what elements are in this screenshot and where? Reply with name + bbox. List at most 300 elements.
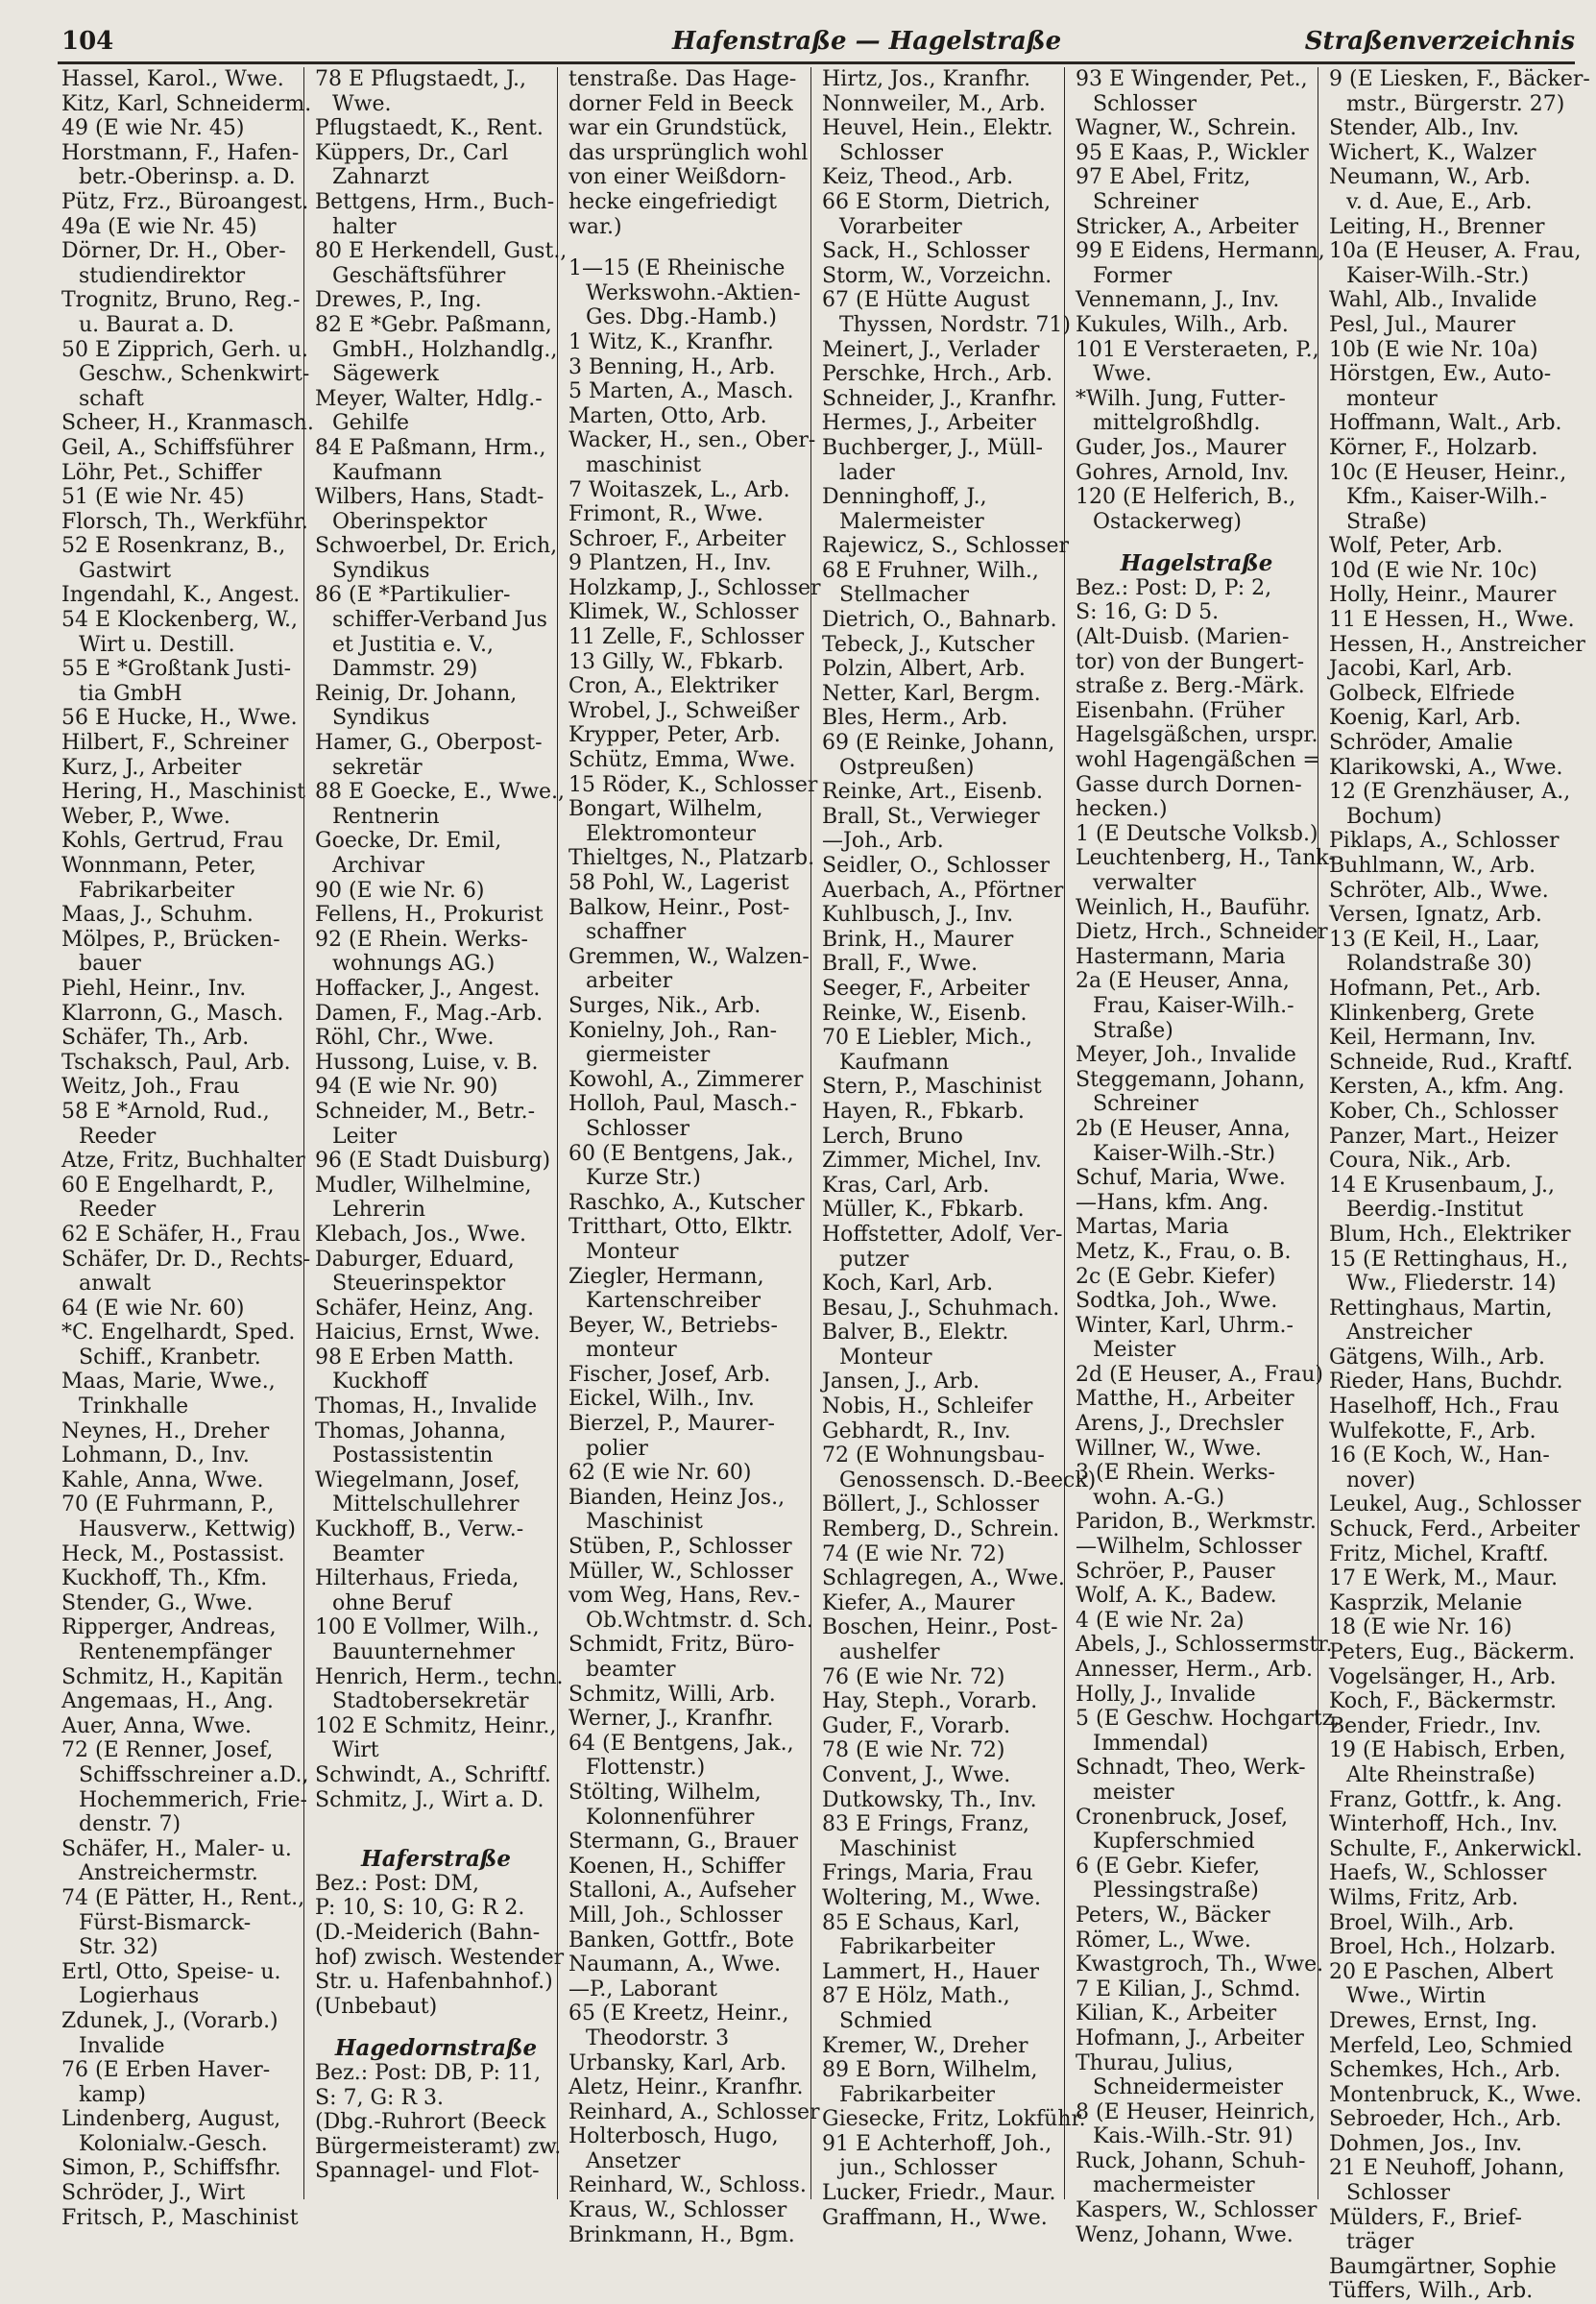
directory-entry: 3 (E Rhein. Werks-	[1076, 1461, 1275, 1486]
section-title: Straßenverzeichnis	[1304, 27, 1575, 56]
columns-container	[58, 67, 1590, 2304]
directory-entry: Paridon, B., Werkmstr.	[1076, 1510, 1317, 1535]
directory-entry: Kukules, Wilh., Arb.	[1076, 312, 1289, 337]
directory-entry: Piklaps, A., Schlosser	[1329, 829, 1560, 854]
directory-entry: Florsch, Th., Werkführ.	[61, 509, 308, 534]
entry-continuation: Straße)	[1346, 509, 1427, 534]
directory-entry: Müller, W., Schlosser	[568, 1559, 793, 1584]
directory-entry: Koenen, H., Schiffer	[568, 1854, 786, 1879]
directory-entry: Zimmer, Michel, Inv.	[822, 1149, 1042, 1174]
directory-entry: 10d (E wie Nr. 10c)	[1329, 558, 1537, 583]
directory-entry: Schulte, F., Ankerwickl.	[1329, 1836, 1583, 1861]
directory-entry: Hagelsgäßchen, urspr.	[1076, 723, 1318, 748]
directory-entry: Meinert, J., Verlader	[822, 337, 1040, 362]
entry-continuation: Hochemmerich, Frie-	[79, 1787, 307, 1812]
page-title: Hafenstraße — Hagelstraße	[672, 27, 1062, 56]
directory-entry: Dutkowsky, Th., Inv.	[822, 1787, 1037, 1812]
entry-continuation: Wwe.	[332, 91, 392, 116]
entry-continuation: Wirt	[332, 1738, 379, 1763]
directory-entry: Kraus, W., Schlosser	[568, 2198, 787, 2223]
directory-entry: Balver, B., Elektr.	[822, 1321, 1009, 1346]
directory-entry: Woltering, M., Wwe.	[822, 1885, 1042, 1910]
directory-entry: Vennemann, J., Inv.	[1076, 288, 1280, 313]
entry-continuation: wohnungs AG.)	[332, 952, 496, 977]
directory-entry: Aletz, Heinr., Kranfhr.	[568, 2075, 804, 2100]
entry-continuation: Beerdig.-Institut	[1346, 1198, 1524, 1223]
directory-entry: Franz, Gottfr., k. Ang.	[1329, 1787, 1562, 1812]
entry-continuation: Syndikus	[332, 706, 430, 731]
directory-entry: hecken.)	[1076, 797, 1168, 822]
directory-entry: Lindenberg, August,	[61, 2107, 281, 2132]
directory-entry: Koenig, Karl, Arb.	[1329, 706, 1521, 731]
entry-continuation: sekretär	[332, 755, 423, 780]
directory-entry: (Dbg.-Ruhrort (Beeck	[315, 2110, 546, 2135]
directory-entry: Rieder, Hans, Buchdr.	[1329, 1370, 1563, 1395]
directory-entry: Dohmen, Jos., Inv.	[1329, 2131, 1523, 2156]
directory-entry: Stender, G., Wwe.	[61, 1590, 254, 1615]
entry-continuation: Gehilfe	[332, 411, 409, 436]
directory-entry: 2b (E Heuser, Anna,	[1076, 1116, 1291, 1141]
directory-entry: Thomas, H., Invalide	[315, 1395, 538, 1419]
directory-entry: 67 (E Hütte August	[822, 288, 1030, 313]
directory-entry: Neynes, H., Dreher	[61, 1419, 270, 1443]
directory-entry: Buchberger, J., Müll-	[822, 435, 1043, 460]
directory-entry: Scheer, H., Kranmasch.	[61, 411, 314, 436]
entry-continuation: mstr., Bürgerstr. 27)	[1346, 91, 1565, 116]
directory-entry: 69 (E Reinke, Johann,	[822, 731, 1055, 756]
directory-entry: Thieltges, N., Platzarb.	[568, 846, 815, 871]
directory-entry: Goecke, Dr. Emil,	[315, 829, 502, 854]
directory-entry: Haselhoff, Hch., Frau	[1329, 1395, 1560, 1419]
directory-entry: 12 (E Grenzhäuser, A.,	[1329, 780, 1571, 805]
directory-entry: Hassel, Karol., Wwe.	[61, 67, 284, 91]
directory-entry: Klebach, Jos., Wwe.	[315, 1222, 526, 1247]
entry-continuation: Kfm., Kaiser-Wilh.-	[1346, 485, 1547, 510]
directory-entry: Hörstgen, Ew., Auto-	[1329, 362, 1552, 387]
entry-continuation: Schlosser	[586, 1116, 689, 1141]
entry-continuation: Maschinist	[839, 1836, 956, 1861]
entry-continuation: Kartenschreiber	[586, 1289, 762, 1314]
entry-continuation: beamter	[586, 1658, 676, 1682]
directory-entry: Konielny, Joh., Ran-	[568, 1018, 778, 1043]
directory-entry: Auer, Anna, Wwe.	[61, 1713, 252, 1738]
directory-entry: Kilian, K., Arbeiter	[1076, 2001, 1277, 2026]
directory-entry: 54 E Klockenberg, W.,	[61, 608, 299, 633]
directory-entry: Tüffers, Wilh., Arb.	[1329, 2279, 1534, 2304]
directory-entry: Sodtka, Joh., Wwe.	[1076, 1289, 1278, 1314]
entry-continuation: tia GmbH	[79, 681, 182, 706]
directory-entry: 49 (E wie Nr. 45)	[61, 116, 245, 141]
directory-entry: Bez.: Post: D, P: 2,	[1076, 575, 1272, 600]
directory-entry: Hay, Steph., Vorarb.	[822, 1689, 1038, 1714]
directory-entry: 4 (E wie Nr. 2a)	[1076, 1608, 1245, 1633]
entry-continuation: Fabrikarbeiter	[79, 878, 235, 903]
directory-entry: Reinke, Art., Eisenb.	[822, 780, 1044, 805]
directory-entry: —Wilhelm, Schlosser	[1076, 1535, 1302, 1560]
entry-continuation: Schmied	[839, 2008, 932, 2033]
entry-continuation: Wwe., Wirtin	[1346, 1984, 1487, 2009]
entry-continuation: Zahnarzt	[332, 165, 429, 190]
directory-entry: Stern, P., Maschinist	[822, 1075, 1042, 1100]
entry-continuation: Frau, Kaiser-Wilh.-	[1093, 993, 1294, 1018]
directory-entry: 49a (E wie Nr. 45)	[61, 214, 257, 239]
entry-continuation: Hausverw., Kettwig)	[79, 1517, 297, 1542]
directory-entry: Löhr, Pet., Schiffer	[61, 460, 262, 485]
directory-entry: Reinhard, W., Schloss.	[568, 2173, 807, 2198]
entry-continuation: Fabrikarbeiter	[839, 2082, 996, 2107]
directory-entry: Baumgärtner, Sophie	[1329, 2254, 1557, 2279]
directory-entry: Frimont, R., Wwe.	[568, 502, 763, 527]
directory-entry: Schmitz, Willi, Arb.	[568, 1682, 776, 1707]
directory-entry: Giesecke, Fritz, Lokführ.	[822, 2107, 1086, 2132]
directory-entry: Neumann, W., Arb.	[1329, 165, 1531, 190]
directory-entry: 18 (E wie Nr. 16)	[1329, 1615, 1512, 1640]
directory-entry: Klinkenberg, Grete	[1329, 1001, 1535, 1026]
directory-entry: Convent, J., Wwe.	[822, 1762, 1011, 1787]
entry-continuation: giermeister	[586, 1043, 711, 1068]
directory-entry: Küppers, Dr., Carl	[315, 140, 509, 165]
directory-entry: *Wilh. Jung, Futter-	[1076, 386, 1286, 411]
directory-entry: 68 E Fruhner, Wilh.,	[822, 558, 1039, 583]
directory-entry: Daburger, Eduard,	[315, 1247, 515, 1272]
entry-continuation: Beamter	[332, 1541, 424, 1566]
directory-entry: 120 (E Helferich, B.,	[1076, 485, 1296, 510]
entry-continuation: nover)	[1346, 1467, 1415, 1492]
entry-continuation: Bauunternehmer	[332, 1640, 515, 1664]
directory-entry: dorner Feld in Beeck	[568, 91, 793, 116]
entry-continuation: Stellmacher	[839, 583, 970, 608]
directory-entry: 6 (E Gebr. Kiefer,	[1076, 1854, 1261, 1879]
directory-entry: Schwindt, A., Schriftf.	[315, 1762, 551, 1787]
entry-continuation: putzer	[839, 1247, 909, 1272]
directory-entry: Marten, Otto, Arb.	[568, 403, 767, 428]
directory-entry: Kwastgroch, Th., Wwe.	[1076, 1952, 1324, 1977]
directory-entry: Schäfer, Th., Arb.	[61, 1026, 250, 1051]
entry-continuation: Kais.-Wilh.-Str. 91)	[1093, 2124, 1294, 2149]
directory-entry: Matthe, H., Arbeiter	[1076, 1387, 1294, 1412]
directory-entry: Damen, F., Mag.-Arb.	[315, 1001, 544, 1026]
directory-entry: P: 10, S: 10, G: R 2.	[315, 1896, 525, 1921]
entry-continuation: betr.-Oberinsp. a. D.	[79, 165, 296, 190]
directory-entry: 10c (E Heuser, Heinr.,	[1329, 460, 1567, 485]
column-1	[58, 67, 314, 2230]
directory-entry: Hirtz, Jos., Kranfhr.	[822, 67, 1031, 91]
directory-entry: Schneide, Rud., Kraftf.	[1329, 1050, 1574, 1075]
directory-entry: 100 E Vollmer, Wilh.,	[315, 1615, 540, 1640]
directory-entry: 64 (E Bentgens, Jak.,	[568, 1731, 794, 1756]
entry-continuation: Leiter	[332, 1124, 398, 1149]
directory-entry: —Hans, kfm. Ang.	[1076, 1190, 1270, 1215]
entry-continuation: Invalide	[79, 2033, 165, 2058]
directory-entry: 2c (E Gebr. Kiefer)	[1076, 1264, 1276, 1289]
directory-entry: 60 (E Bentgens, Jak.,	[568, 1141, 794, 1166]
directory-entry: S: 7, G: R 3.	[315, 2085, 444, 2110]
entry-continuation: arbeiter	[586, 969, 673, 994]
directory-entry: Hoffacker, J., Angest.	[315, 976, 541, 1001]
entry-continuation: jun., Schlosser	[839, 2156, 998, 2181]
directory-entry: Sack, H., Schlosser	[822, 239, 1029, 264]
directory-entry: Coura, Nik., Arb.	[1329, 1149, 1511, 1174]
entry-continuation: Fürst-Bismarck-	[79, 1910, 252, 1935]
directory-entry: Seidler, O., Schlosser	[822, 854, 1051, 878]
entry-continuation: Wwe.	[1093, 362, 1152, 387]
directory-entry: 101 E Versteraeten, P.,	[1076, 337, 1319, 362]
entry-continuation: Reeder	[79, 1124, 157, 1149]
directory-entry: Schneider, J., Kranfhr.	[822, 386, 1057, 411]
directory-entry: Hermes, J., Arbeiter	[822, 411, 1036, 436]
directory-entry: Naumann, A., Wwe.	[568, 1952, 782, 1977]
directory-entry: Netter, Karl, Bergm.	[822, 681, 1041, 706]
directory-entry: Schemkes, Hch., Arb.	[1329, 2058, 1561, 2083]
directory-entry: Schmitz, J., Wirt a. D.	[315, 1787, 544, 1812]
directory-entry: 95 E Kaas, P., Wickler	[1076, 140, 1309, 165]
directory-entry: Maas, J., Schuhm.	[61, 903, 254, 928]
directory-entry: Bez.: Post: DB, P: 11,	[315, 2060, 542, 2085]
street-heading: Hagelstraße	[1120, 550, 1273, 577]
entry-continuation: Rentenempfänger	[79, 1640, 272, 1664]
directory-entry: Spannagel- und Flot-	[315, 2159, 540, 2184]
directory-entry: Steggemann, Johann,	[1076, 1067, 1306, 1092]
directory-entry: 62 E Schäfer, H., Frau	[61, 1222, 302, 1247]
directory-entry: Ingendahl, K., Angest.	[61, 583, 301, 608]
entry-continuation: u. Baurat a. D.	[79, 312, 235, 337]
directory-entry: Versen, Ignatz, Arb.	[1329, 903, 1542, 928]
directory-entry: 93 E Wingender, Pet.,	[1076, 67, 1308, 91]
directory-entry: Graffmann, H., Wwe.	[822, 2205, 1048, 2230]
directory-entry: Schröter, Alb., Wwe.	[1329, 878, 1549, 903]
directory-entry: Kitz, Karl, Schneiderm.	[61, 91, 312, 116]
entry-continuation: Sägewerk	[332, 362, 439, 387]
entry-continuation: v. d. Aue, E., Arb.	[1346, 189, 1533, 214]
directory-entry: Stricker, A., Arbeiter	[1076, 214, 1299, 239]
entry-continuation: machermeister	[1093, 2173, 1255, 2198]
directory-entry: Schröder, J., Wirt	[61, 2181, 246, 2206]
directory-entry: Keiz, Theod., Arb.	[822, 165, 1014, 190]
entry-continuation: Mittelschullehrer	[332, 1492, 520, 1517]
directory-entry: Golbeck, Elfriede	[1329, 681, 1515, 706]
directory-entry: 78 E Pflugstaedt, J.,	[315, 67, 527, 91]
directory-entry: Pesl, Jul., Maurer	[1329, 312, 1516, 337]
directory-entry: Broel, Hch., Holzarb.	[1329, 1935, 1557, 1960]
directory-entry: Fischer, Josef, Arb.	[568, 1362, 771, 1387]
directory-entry: Balkow, Heinr., Post-	[568, 895, 790, 920]
directory-entry: Bürgermeisteramt) zw.	[315, 2134, 562, 2159]
directory-entry: (Alt-Duisb. (Marien-	[1076, 625, 1290, 650]
entry-continuation: meister	[1093, 1780, 1174, 1805]
directory-entry: Thurau, Julius,	[1076, 2050, 1234, 2075]
directory-entry: Drewes, Ernst, Ing.	[1329, 2008, 1538, 2033]
directory-entry: 5 Marten, A., Masch.	[568, 379, 794, 404]
directory-entry: Metz, K., Frau, o. B.	[1076, 1239, 1292, 1264]
directory-entry: Kowohl, A., Zimmerer	[568, 1067, 804, 1092]
directory-entry: 10a (E Heuser, A. Frau,	[1329, 239, 1582, 264]
entry-continuation: Fabrikarbeiter	[839, 1935, 996, 1960]
entry-continuation: Kolonnenführer	[586, 1805, 755, 1830]
directory-entry: 89 E Born, Wilhelm,	[822, 2058, 1038, 2083]
spacer	[311, 1812, 557, 1830]
directory-entry: 94 (E wie Nr. 90)	[315, 1075, 498, 1100]
directory-entry: Wrobel, J., Schweißer	[568, 698, 800, 723]
directory-entry: Horstmann, F., Hafen-	[61, 140, 300, 165]
directory-entry: 84 E Paßmann, Hrm.,	[315, 435, 546, 460]
spacer	[565, 239, 810, 256]
directory-entry: Schäfer, Dr. D., Rechts-	[61, 1247, 311, 1272]
entry-continuation: Meister	[1093, 1338, 1176, 1363]
directory-entry: Simon, P., Schiffsfhr.	[61, 2156, 281, 2181]
directory-entry: Rettinghaus, Martin,	[1329, 1296, 1553, 1321]
directory-entry: 98 E Erben Matth.	[315, 1345, 515, 1370]
directory-entry: 16 (E Koch, W., Han-	[1329, 1443, 1550, 1468]
directory-entry: Rajewicz, S., Schlosser	[822, 534, 1070, 559]
directory-entry: Guder, F., Vorarb.	[822, 1713, 1011, 1738]
entry-continuation: Thyssen, Nordstr. 71)	[839, 312, 1071, 337]
entry-continuation: Str. 32)	[79, 1935, 158, 1960]
directory-entry: Ripperger, Andreas,	[61, 1615, 277, 1640]
entry-continuation: Logierhaus	[79, 1984, 200, 2009]
directory-entry: 5 (E Geschw. Hochgartz,	[1076, 1707, 1341, 1732]
entry-continuation: Kaiser-Wilh.-Str.)	[1346, 263, 1530, 288]
directory-entry: Ziegler, Hermann,	[568, 1264, 764, 1289]
directory-entry: Hessen, H., Anstreicher	[1329, 632, 1585, 657]
entry-continuation: Schiff., Kranbetr.	[79, 1345, 261, 1370]
directory-entry: Bles, Herm., Arb.	[822, 706, 1008, 731]
column-2	[311, 67, 568, 2199]
entry-continuation: Schlosser	[1346, 2181, 1450, 2206]
directory-entry: 72 (E Renner, Josef,	[61, 1738, 274, 1763]
directory-entry: Hering, H., Maschinist	[61, 780, 305, 805]
directory-entry: 99 E Eidens, Hermann,	[1076, 239, 1325, 264]
directory-entry: Polzin, Albert, Arb.	[822, 657, 1026, 682]
directory-entry: Klarronn, G., Masch.	[61, 1001, 284, 1026]
directory-entry: Nonnweiler, M., Arb.	[822, 91, 1046, 116]
directory-entry: Stölting, Wilhelm,	[568, 1780, 762, 1805]
directory-entry: 20 E Paschen, Albert	[1329, 1959, 1554, 1984]
directory-entry: Schuck, Ferd., Arbeiter	[1329, 1517, 1580, 1542]
directory-entry: 65 (E Kreetz, Heinr.,	[568, 2001, 789, 2026]
directory-entry: Bettgens, Hrm., Buch-	[315, 189, 555, 214]
entry-continuation: Reeder	[79, 1198, 157, 1223]
directory-entry: Kiefer, A., Maurer	[822, 1590, 1015, 1615]
entry-continuation: Flottenstr.)	[586, 1756, 706, 1781]
directory-entry: Fritz, Michel, Kraftf.	[1329, 1541, 1549, 1566]
directory-entry: 2a (E Heuser, Anna,	[1076, 969, 1290, 994]
directory-entry: Gohres, Arnold, Inv.	[1076, 460, 1290, 485]
directory-entry: das ursprünglich wohl	[568, 140, 809, 165]
directory-entry: 58 Pohl, W., Lagerist	[568, 871, 789, 895]
entry-continuation: monteur	[1346, 386, 1438, 411]
directory-entry: Holly, Heinr., Maurer	[1329, 583, 1557, 608]
directory-entry: Stalloni, A., Aufseher	[568, 1879, 796, 1904]
directory-entry: Kuckhoff, B., Verw.-	[315, 1517, 524, 1542]
entry-continuation: Kupferschmied	[1093, 1830, 1255, 1855]
directory-entry: Bierzel, P., Maurer-	[568, 1412, 775, 1437]
directory-entry: Werner, J., Kranfhr.	[568, 1707, 774, 1732]
directory-entry: Trognitz, Bruno, Reg.-	[61, 288, 301, 313]
directory-entry: Maas, Marie, Wwe.,	[61, 1370, 276, 1395]
directory-entry: Pflugstaedt, K., Rent.	[315, 116, 544, 141]
entry-continuation: aushelfer	[839, 1640, 940, 1664]
directory-entry: Wolf, A. K., Badew.	[1076, 1584, 1277, 1609]
entry-continuation: Werkswohn.-Aktien-	[586, 280, 801, 305]
directory-entry: 85 E Schaus, Karl,	[822, 1910, 1021, 1935]
directory-entry: Brink, H., Maurer	[822, 927, 1014, 952]
directory-entry: 62 (E wie Nr. 60)	[568, 1461, 752, 1486]
directory-entry: Gasse durch Dornen-	[1076, 772, 1302, 797]
directory-entry: Wilms, Fritz, Arb.	[1329, 1885, 1519, 1910]
directory-entry: 1—15 (E Rheinische	[568, 256, 786, 281]
entry-continuation: träger	[1346, 2230, 1415, 2255]
directory-entry: *C. Engelhardt, Sped.	[61, 1321, 296, 1346]
entry-continuation: Geschw., Schenkwirt-	[79, 362, 310, 387]
directory-entry: Auerbach, A., Pförtner	[822, 878, 1064, 903]
directory-entry: Holly, J., Invalide	[1076, 1682, 1256, 1707]
entry-continuation: Immendal)	[1093, 1731, 1209, 1756]
entry-continuation: Syndikus	[332, 558, 430, 583]
directory-entry: 9 (E Liesken, F., Bäcker-	[1329, 67, 1590, 91]
directory-entry: Seeger, F., Arbeiter	[822, 976, 1030, 1001]
directory-entry: Schwoerbel, Dr. Erich,	[315, 534, 558, 559]
directory-entry: Meyer, Walter, Hdlg.-	[315, 386, 543, 411]
entry-continuation: Ges. Dbg.-Hamb.)	[586, 305, 777, 330]
directory-entry: Jacobi, Karl, Arb.	[1329, 657, 1513, 682]
entry-continuation: Former	[1093, 263, 1173, 288]
directory-entry: Boschen, Heinr., Post-	[822, 1615, 1058, 1640]
directory-entry: Koch, F., Bäckermstr.	[1329, 1689, 1557, 1714]
directory-entry: 72 (E Wohnungsbau-	[822, 1443, 1045, 1468]
directory-entry: 83 E Frings, Franz,	[822, 1812, 1030, 1837]
spacer	[1072, 534, 1318, 551]
directory-entry: Kurz, J., Arbeiter	[61, 755, 242, 780]
directory-entry: Kahle, Anna, Wwe.	[61, 1467, 264, 1492]
directory-entry: tor) von der Bungert-	[1076, 649, 1305, 674]
directory-entry: Piehl, Heinr., Inv.	[61, 976, 247, 1001]
directory-entry: Wenz, Johann, Wwe.	[1076, 2222, 1294, 2247]
directory-entry: Bianden, Heinz Jos.,	[568, 1485, 786, 1510]
directory-entry: Kras, Carl, Arb.	[822, 1173, 990, 1198]
directory-entry: Wiegelmann, Josef,	[315, 1467, 520, 1492]
directory-entry: Klarikowski, A., Wwe.	[1329, 755, 1563, 780]
directory-entry: Winter, Karl, Uhrm.-	[1076, 1313, 1294, 1338]
entry-continuation: bauer	[79, 952, 141, 977]
directory-entry: Buhlmann, W., Arb.	[1329, 854, 1536, 878]
directory-entry: 96 (E Stadt Duisburg)	[315, 1149, 551, 1174]
directory-entry: Cron, A., Elektriker	[568, 674, 779, 699]
entry-continuation: Elektromonteur	[586, 821, 756, 846]
directory-entry: 91 E Achterhoff, Joh.,	[822, 2131, 1052, 2156]
directory-entry: hof) zwisch. Westender	[315, 1945, 565, 1970]
directory-entry: Holloh, Paul, Masch.-	[568, 1092, 797, 1117]
directory-entry: Brall, St., Verwieger	[822, 804, 1040, 829]
directory-entry: Perschke, Hrch., Arb.	[822, 362, 1053, 387]
directory-entry: 19 (E Habisch, Erben,	[1329, 1738, 1566, 1763]
directory-entry: vom Weg, Hans, Rev.-	[568, 1584, 801, 1609]
spacer	[311, 2019, 557, 2036]
directory-entry: Surges, Nik., Arb.	[568, 993, 762, 1018]
directory-entry: Urbansky, Karl, Arb.	[568, 2050, 787, 2075]
directory-entry: Mudler, Wilhelmine,	[315, 1173, 532, 1198]
directory-entry: Tschaksch, Paul, Arb.	[61, 1050, 291, 1075]
directory-entry: Arens, J., Drechsler	[1076, 1412, 1284, 1437]
entry-continuation: Schreiner	[1093, 189, 1198, 214]
entry-continuation: Postassistentin	[332, 1443, 494, 1468]
directory-entry: Klimek, W., Schlosser	[568, 600, 799, 625]
entry-continuation: monteur	[586, 1338, 677, 1363]
directory-entry: Cronenbruck, Josef,	[1076, 1805, 1289, 1830]
entry-continuation: Plessingstraße)	[1093, 1879, 1259, 1904]
directory-entry: —P., Laborant	[568, 1977, 718, 2001]
directory-entry: Wolf, Peter, Arb.	[1329, 534, 1504, 559]
page-number: 104	[61, 27, 114, 56]
